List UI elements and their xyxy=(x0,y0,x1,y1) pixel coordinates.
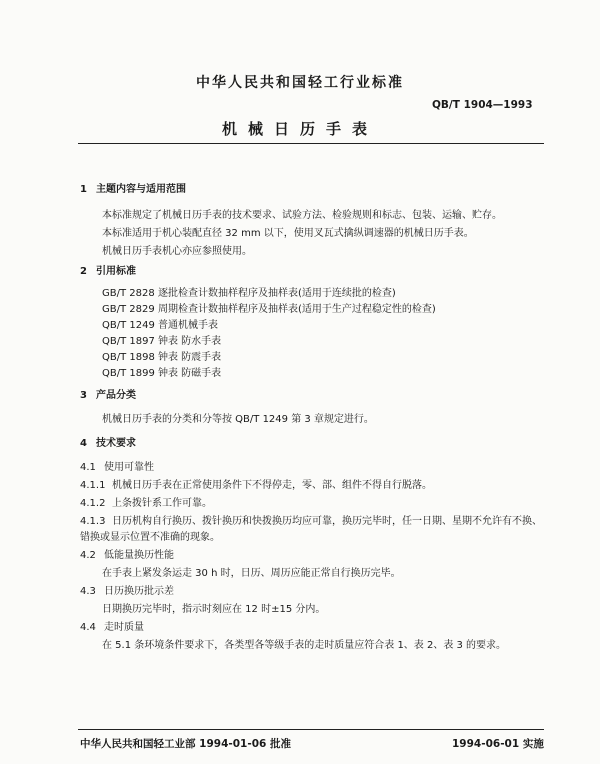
reference-code: QB/T 1249 xyxy=(102,320,155,331)
reference-code: GB/T 2829 xyxy=(102,304,155,315)
section-4-4-title: 走时质量 xyxy=(104,622,144,633)
section-1-heading xyxy=(80,180,186,195)
section-4-2-number: 4.2 xyxy=(80,550,96,561)
section-4-2-text: 在手表上紧发条运走 30 h 时，日历、周历应能正常自行换历完毕。 xyxy=(102,568,401,579)
reference-title: 钟表 防震手表 xyxy=(158,352,222,363)
section-2-number: 2 xyxy=(80,266,87,277)
section-4-1-1-number: 4.1.1 xyxy=(80,480,106,491)
section-1-para-2: 本标准适用于机心装配直径 32 mm 以下，使用叉瓦式擒纵调速器的机械日历手表。 xyxy=(102,228,474,239)
reference-code: QB/T 1897 xyxy=(102,336,155,347)
section-4-1-2-number: 4.1.2 xyxy=(80,498,106,509)
section-4-1-heading xyxy=(80,458,154,473)
section-4-3-heading xyxy=(80,582,174,597)
section-2-heading xyxy=(80,262,136,277)
section-4-4-number: 4.4 xyxy=(80,622,96,633)
section-4-1-1-text: 机械日历手表在正常使用条件下不得停走，零、部、组件不得自行脱落。 xyxy=(112,480,432,491)
document-title: 机械日历手表 xyxy=(221,120,378,138)
section-4-title: 技术要求 xyxy=(96,438,136,449)
section-4-2-heading xyxy=(80,546,174,561)
reference-title: 普通机械手表 xyxy=(158,320,218,331)
section-3-number: 3 xyxy=(80,390,87,401)
reference-title: 逐批检查计数抽样程序及抽样表(适用于连续批的检查) xyxy=(158,288,396,299)
section-4-1-number: 4.1 xyxy=(80,462,96,473)
section-4-1-2-text: 上条拨针系工作可靠。 xyxy=(112,498,212,509)
reference-item xyxy=(102,316,218,331)
reference-code: QB/T 1898 xyxy=(102,352,155,363)
section-4-number: 4 xyxy=(80,438,87,449)
section-2-title: 引用标准 xyxy=(96,266,136,277)
reference-title: 钟表 防水手表 xyxy=(158,336,222,347)
reference-item xyxy=(102,300,436,315)
section-4-1-2 xyxy=(80,494,212,509)
section-4-4-heading xyxy=(80,618,144,633)
standard-number: QB/T 1904—1993 xyxy=(432,99,533,111)
section-3-para-1: 机械日历手表的分类和分等按 QB/T 1249 第 3 章规定进行。 xyxy=(102,414,374,425)
footer-effective-date: 1994-06-01 实施 xyxy=(452,738,544,750)
footer-divider xyxy=(78,729,544,730)
footer-issuer: 中华人民共和国轻工业部 1994-01-06 批准 xyxy=(80,738,291,750)
reference-title: 钟表 防磁手表 xyxy=(158,368,222,379)
header-divider xyxy=(78,143,544,144)
section-4-2-title: 低能量换历性能 xyxy=(104,550,174,561)
section-3-heading xyxy=(80,386,136,401)
reference-item xyxy=(102,284,396,299)
reference-title: 周期检查计数抽样程序及抽样表(适用于生产过程稳定性的检查) xyxy=(158,304,436,315)
org-title: 中华人民共和国轻工行业标准 xyxy=(196,75,404,91)
reference-item xyxy=(102,364,221,379)
section-4-1-3-text: 日历机构自行换历、拨针换历和快拨换历均应可靠，换历完毕时，任一日期、星期不允许有不换、 xyxy=(112,516,542,527)
section-4-1-3 xyxy=(80,512,542,527)
section-1-para-3: 机械日历手表机心亦应参照使用。 xyxy=(102,246,252,257)
section-4-4-text: 在 5.1 条环境条件要求下，各类型各等级手表的走时质量应符合表 1、表 2、表 3 的要求。 xyxy=(102,640,507,651)
reference-code: GB/T 2828 xyxy=(102,288,155,299)
section-4-1-1 xyxy=(80,476,432,491)
section-3-title: 产品分类 xyxy=(96,390,136,401)
reference-item xyxy=(102,332,221,347)
reference-code: QB/T 1899 xyxy=(102,368,155,379)
section-4-1-3-continuation: 错换或显示位置不准确的现象。 xyxy=(80,532,220,543)
section-4-3-title: 日历换历批示差 xyxy=(104,586,174,597)
reference-item xyxy=(102,348,221,363)
section-1-para-1: 本标准规定了机械日历手表的技术要求、试验方法、检验规则和标志、包装、运输、贮存。 xyxy=(102,210,502,221)
section-4-heading xyxy=(80,434,136,449)
section-4-1-title: 使用可靠性 xyxy=(104,462,154,473)
section-4-1-3-number: 4.1.3 xyxy=(80,516,106,527)
section-1-title: 主题内容与适用范围 xyxy=(96,184,186,195)
section-4-3-number: 4.3 xyxy=(80,586,96,597)
section-1-number: 1 xyxy=(80,184,87,195)
section-4-3-text: 日期换历完毕时，指示时刻应在 12 时±15 分内。 xyxy=(102,604,326,615)
